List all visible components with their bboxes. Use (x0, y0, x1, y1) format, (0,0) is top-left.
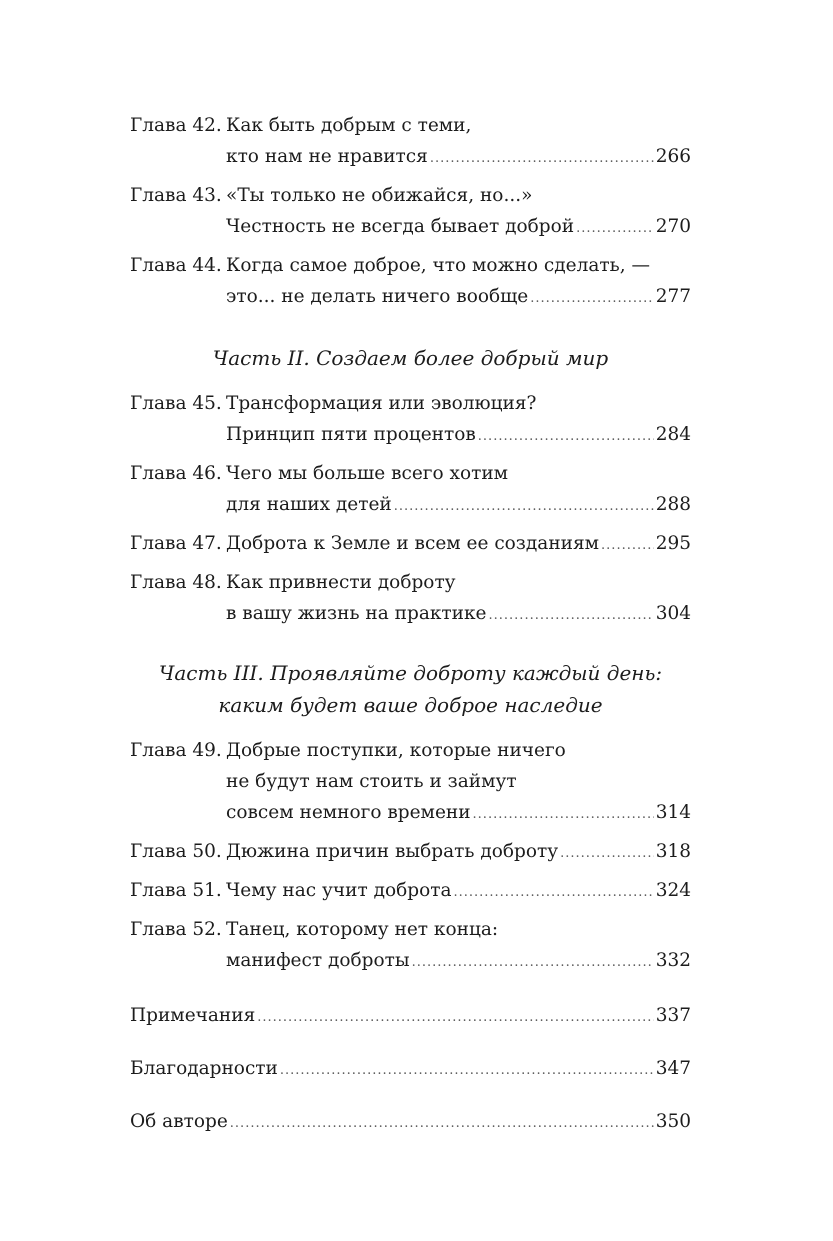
chapter-title (226, 567, 691, 631)
chapter-label: Глава 52. (130, 919, 222, 940)
page-number: 337 (655, 1005, 691, 1026)
dot-leader (478, 421, 654, 452)
chapter-title-line: не будут нам стоить и займут (226, 771, 517, 792)
part-title-line-2: каким будет ваше доброе наследие (218, 693, 603, 717)
chapter-title-last-line (226, 419, 691, 452)
page-number: 270 (655, 216, 691, 237)
chapter-title-last-line (226, 281, 691, 314)
toc-entry[interactable] (130, 388, 691, 452)
chapter-label: Глава 46. (130, 463, 222, 484)
chapter-title-text: Чему нас учит доброта (226, 880, 452, 901)
chapter-title-line: Как быть добрым с теми, (226, 115, 472, 136)
back-matter-entry[interactable] (130, 1106, 691, 1139)
chapter-title-text: Принцип пяти процентов (226, 424, 476, 445)
chapter-title (226, 914, 691, 978)
chapter-group-part-3 (130, 735, 691, 978)
chapter-label: Глава 45. (130, 393, 222, 414)
dot-leader (576, 213, 654, 244)
chapter-label: Глава 47. (130, 533, 222, 554)
chapter-title-last-line (226, 797, 691, 830)
chapter-label: Глава 49. (130, 740, 222, 761)
chapter-title-text: кто нам не нравится (226, 146, 428, 167)
back-matter-title: Примечания (130, 1005, 256, 1026)
dot-leader (280, 1055, 654, 1086)
part-heading-3 (130, 657, 691, 721)
chapter-title-text: Дюжина причин выбрать доброту (226, 841, 559, 862)
part-title-line-1: Часть III. Проявляйте доброту каждый день: (158, 661, 663, 685)
toc-entry[interactable] (130, 567, 691, 631)
table-of-contents (130, 110, 691, 1139)
page-number: 284 (655, 424, 691, 445)
back-matter-title: Благодарности (130, 1058, 278, 1079)
chapter-title-last-line (226, 141, 691, 174)
chapter-title (226, 180, 691, 244)
chapter-title-last-line (226, 211, 691, 244)
chapter-label: Глава 42. (130, 115, 222, 136)
chapter-title-text: это... не делать ничего вообще (226, 286, 529, 307)
chapter-title-text: Доброта к Земле и всем ее созданиям (226, 533, 600, 554)
dot-leader (412, 947, 654, 978)
chapter-label: Глава 43. (130, 185, 222, 206)
chapter-title (226, 875, 691, 908)
chapter-group-part-1 (130, 110, 691, 314)
chapter-title-line: Добрые поступки, которые ничего (226, 740, 566, 761)
toc-entry[interactable] (130, 180, 691, 244)
page-number: 332 (655, 950, 691, 971)
part-title: Часть II. Создаем более добрый мир (212, 346, 609, 370)
chapter-title (226, 528, 691, 561)
dot-leader (601, 530, 654, 561)
chapter-label: Глава 48. (130, 572, 222, 593)
page-number: 295 (655, 533, 691, 554)
dot-leader (394, 491, 654, 522)
back-matter-entry[interactable] (130, 1000, 691, 1033)
chapter-title-text: в вашу жизнь на практике (226, 603, 487, 624)
dot-leader (257, 1002, 653, 1033)
page-number: 277 (655, 286, 691, 307)
part-heading-2 (130, 342, 691, 374)
chapter-title-line: Танец, которому нет конца: (226, 919, 499, 940)
page-number: 324 (655, 880, 691, 901)
chapter-title (226, 735, 691, 830)
chapter-title-last-line (226, 836, 691, 869)
page-number: 314 (655, 802, 691, 823)
chapter-label: Глава 50. (130, 841, 222, 862)
chapter-title-line: Трансформация или эволюция? (226, 393, 537, 414)
chapter-title-line: Чего мы больше всего хотим (226, 463, 509, 484)
chapter-title-text: манифест доброты (226, 950, 410, 971)
toc-entry[interactable] (130, 875, 691, 908)
chapter-title (226, 458, 691, 522)
back-matter-title: Об авторе (130, 1111, 228, 1132)
dot-leader (430, 143, 654, 174)
chapter-title (226, 250, 691, 314)
page-number: 266 (655, 146, 691, 167)
page-number: 350 (655, 1111, 691, 1132)
chapter-group-part-2 (130, 388, 691, 631)
chapter-title-text: совсем немного времени (226, 802, 471, 823)
page-number: 318 (655, 841, 691, 862)
chapter-title-text: Честность не всегда бывает доброй (226, 216, 575, 237)
dot-leader (530, 283, 653, 314)
back-matter (130, 1000, 691, 1139)
toc-entry[interactable] (130, 458, 691, 522)
toc-entry[interactable] (130, 735, 691, 830)
back-matter-entry[interactable] (130, 1053, 691, 1086)
page-number: 347 (655, 1058, 691, 1079)
toc-entry[interactable] (130, 250, 691, 314)
toc-entry[interactable] (130, 110, 691, 174)
page-number: 304 (655, 603, 691, 624)
chapter-title-last-line (226, 875, 691, 908)
chapter-title (226, 110, 691, 174)
toc-entry[interactable] (130, 528, 691, 561)
page-number: 288 (655, 494, 691, 515)
toc-entry[interactable] (130, 836, 691, 869)
chapter-title-last-line (226, 945, 691, 978)
chapter-title-line: Как привнести доброту (226, 572, 456, 593)
dot-leader (473, 799, 654, 830)
chapter-title-last-line (226, 598, 691, 631)
toc-entry[interactable] (130, 914, 691, 978)
chapter-title-text: для наших детей (226, 494, 392, 515)
dot-leader (230, 1108, 654, 1139)
chapter-label: Глава 44. (130, 255, 222, 276)
chapter-title (226, 836, 691, 869)
chapter-title-last-line (226, 528, 691, 561)
chapter-title (226, 388, 691, 452)
dot-leader (453, 877, 653, 908)
dot-leader (489, 600, 654, 631)
chapter-title-line: «Ты только не обижайся, но...» (226, 185, 533, 206)
chapter-label: Глава 51. (130, 880, 222, 901)
dot-leader (560, 838, 654, 869)
chapter-title-line: Когда самое доброе, что можно сделать, — (226, 255, 650, 276)
chapter-title-last-line (226, 489, 691, 522)
